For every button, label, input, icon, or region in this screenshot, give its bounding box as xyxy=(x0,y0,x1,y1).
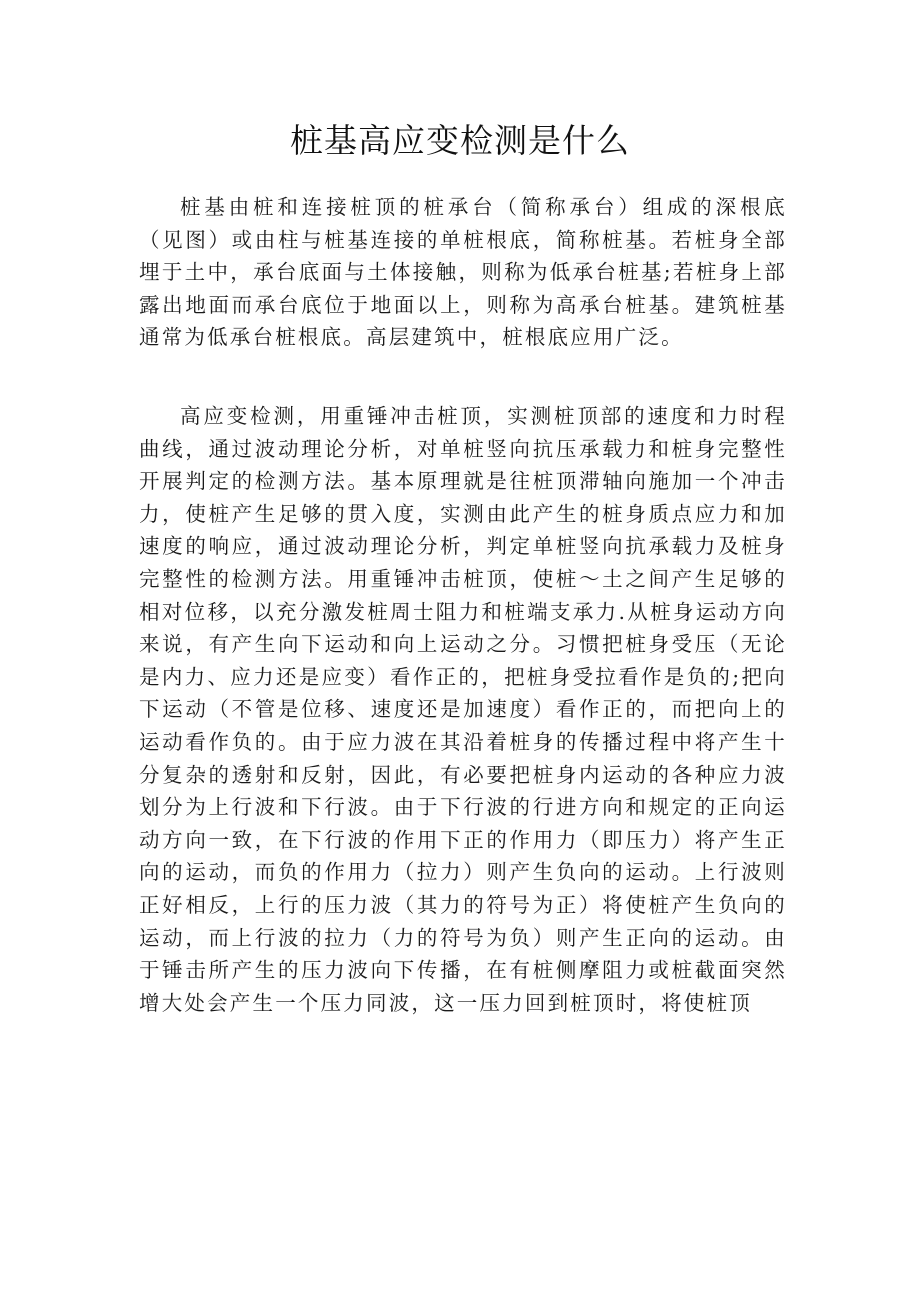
paragraph-pile-foundation-definition: 桩基由桩和连接桩顶的桩承台（简称承台）组成的深根底（见图）或由柱与桩基连接的单桩根底，简称桩基。若桩身全部埋于土中，承台底面与土体接触，则称为低承台桩基;若桩身上部露出地面而承台底位于地面以上，则称为高承台桩基。建筑桩基通常为低承台桩根底。高层建筑中，桩根底应用广泛。 xyxy=(139,195,787,350)
paragraph-high-strain-testing: 高应变检测，用重锤冲击桩顶，实测桩顶部的速度和力时程曲线，通过波动理论分析，对单桩竖向抗压承载力和桩身完整性开展判定的检测方法。基本原理就是往桩顶滞轴向施加一个冲击力，使桩产生足够的贯入度，实测由此产生的桩身质点应力和加速度的响应，通过波动理论分析，判定单桩竖向抗承载力及桩身完整性的检测方法。用重锤冲击桩顶，使桩～土之间产生足够的相对位移，以充分激发桩周士阻力和桩端支承力.从桩身运动方向来说，有产生向下运动和向上运动之分。习惯把桩身受压（无论是内力、应力还是应变）看作正的，把桩身受拉看作是负的;把向下运动（不管是位移、速度还是加速度）看作正的，而把向上的运动看作负的。由于应力波在其沿着桩身的传播过程中将产生十分复杂的透射和反射，因此，有必要把桩身内运动的各种应力波划分为上行波和下行波。由于下行波的行进方向和规定的正向运动方向一致，在下行波的作用下正的作用力（即压力）将产生正向的运动，而负的作用力（拉力）则产生负向的运动。上行波则正好相反，上行的压力波（其力的符号为正）将使桩产生负向的运动，而上行波的拉力（力的符号为负）则产生正向的运动。由于锤击所产生的压力波向下传播，在有桩侧摩阻力或桩截面突然增大处会产生一个压力同波，这一压力回到桩顶时，将使桩顶 xyxy=(139,404,787,1015)
document-title: 桩基高应变检测是什么 xyxy=(290,121,630,160)
